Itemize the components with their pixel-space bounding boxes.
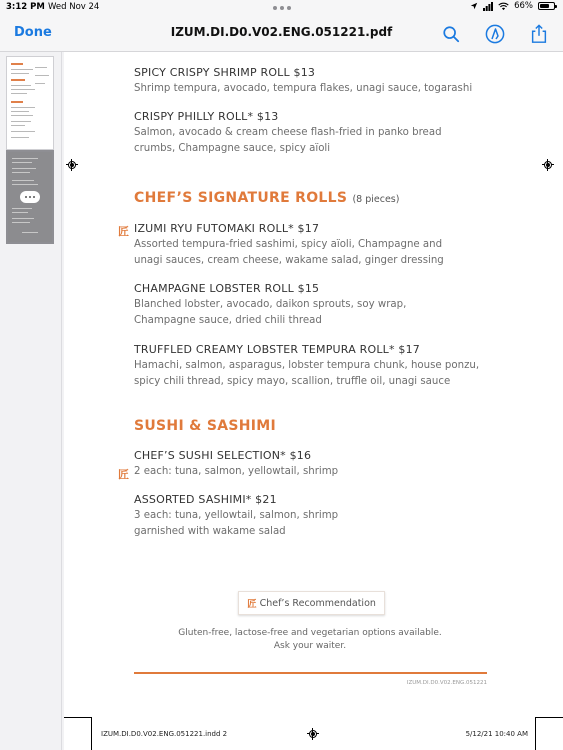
section-heading-sushi-sashimi: SUSHI & SASHIMI xyxy=(134,418,276,434)
location-icon xyxy=(470,2,478,10)
menu-item-name: TRUFFLED CREAMY LOBSTER TEMPURA ROLL* $17 xyxy=(134,343,420,356)
menu-item-desc: Hamachi, salmon, asparagus, lobster tempura chunk, house ponzu, spicy chili thread, spicy mayo, scallion, truffle oil, unagi sauce xyxy=(134,360,480,387)
search-icon[interactable] xyxy=(439,22,463,46)
slug-filename: IZUM.DI.D0.V02.ENG.051221.indd 2 xyxy=(101,730,228,738)
slug-date: 5/12/21 10:40 AM xyxy=(465,730,528,738)
registration-mark-icon xyxy=(307,728,319,740)
status-bar xyxy=(0,0,563,14)
share-icon[interactable] xyxy=(527,22,551,46)
menu-item xyxy=(134,493,504,540)
menu-item xyxy=(134,66,504,97)
registration-mark-icon xyxy=(66,159,78,171)
menu-item-name: CRISPY PHILLY ROLL* $13 xyxy=(134,110,279,123)
dietary-note: Gluten-free, lactose-free and vegetarian options available. xyxy=(178,628,442,638)
menu-item-desc: 3 each: tuna, yellowtail, salmon, shrimp garnished with wakame salad xyxy=(134,510,339,537)
footer-divider xyxy=(134,672,487,674)
document-title: IZUM.DI.D0.V02.ENG.051221.pdf xyxy=(170,25,393,39)
menu-item xyxy=(134,343,504,390)
registration-mark-icon xyxy=(542,159,554,171)
legend-label: Chef’s Recommendation xyxy=(259,597,376,609)
menu-item-desc: Shrimp tempura, avocado, tempura flakes, unagi sauce, togarashi xyxy=(134,83,473,94)
nav-actions xyxy=(439,22,551,46)
ask-waiter-note: Ask your waiter. xyxy=(273,641,347,651)
menu-item xyxy=(134,222,504,269)
menu-item-desc: Assorted tempura-fried sashimi, spicy aïoli, Champagne and unagi sauces, cream cheese, wakame salad, ginger dressing xyxy=(134,239,444,266)
menu-item xyxy=(134,449,504,480)
menu-item-name: SPICY CRISPY SHRIMP ROLL $13 xyxy=(134,66,316,79)
status-right xyxy=(470,1,555,11)
document-code: IZUM.DI.D0.V02.ENG.051221 xyxy=(406,680,487,686)
menu-item-desc: 2 each: tuna, salmon, yellowtail, shrimp xyxy=(134,466,339,477)
signal-icon xyxy=(483,2,493,11)
navigation-bar xyxy=(0,14,563,52)
page-thumbnail-1[interactable] xyxy=(6,56,54,150)
chef-recommendation-legend xyxy=(238,591,385,615)
status-date: Wed Nov 24 xyxy=(48,2,100,12)
chef-recommendation-icon: 匠 xyxy=(247,599,257,610)
section-heading-signature-rolls: CHEF’S SIGNATURE ROLLS (8 pieces) xyxy=(134,190,400,206)
menu-item-name: CHAMPAGNE LOBSTER ROLL $15 xyxy=(134,282,320,295)
menu-item xyxy=(134,282,504,329)
multitasking-grabber-icon[interactable] xyxy=(273,6,291,10)
status-time: 3:12 PM xyxy=(6,2,45,12)
chef-recommendation-icon: 匠 xyxy=(118,468,129,481)
section-subtitle: (8 pieces) xyxy=(352,194,400,205)
battery-fill xyxy=(540,4,549,8)
page-thumbnail-2[interactable] xyxy=(6,150,54,244)
menu-item-name: IZUMI RYU FUTOMAKI ROLL* $17 xyxy=(134,222,320,235)
page-thumbnail-sidebar xyxy=(0,52,62,750)
done-button[interactable]: Done xyxy=(14,25,52,40)
print-slug xyxy=(64,717,563,750)
pdf-page xyxy=(64,52,563,750)
menu-item-desc: Salmon, avocado & cream cheese flash-fried in panko bread crumbs, Champagne sauce, spicy aïoli xyxy=(134,127,442,154)
chef-recommendation-icon: 匠 xyxy=(118,225,129,238)
markup-icon[interactable] xyxy=(483,22,507,46)
menu-item xyxy=(134,110,504,157)
battery-icon xyxy=(538,2,555,10)
menu-item-name: ASSORTED SASHIMI* $21 xyxy=(134,493,277,506)
menu-item-name: CHEF’S SUSHI SELECTION* $16 xyxy=(134,449,312,462)
menu-item-desc: Blanched lobster, avocado, daikon sprouts, soy wrap, Champagne sauce, dried chili thread xyxy=(134,299,407,326)
battery-percent: 66% xyxy=(514,1,533,11)
wifi-icon xyxy=(498,2,509,11)
thumbnail-more-icon[interactable] xyxy=(20,191,40,203)
